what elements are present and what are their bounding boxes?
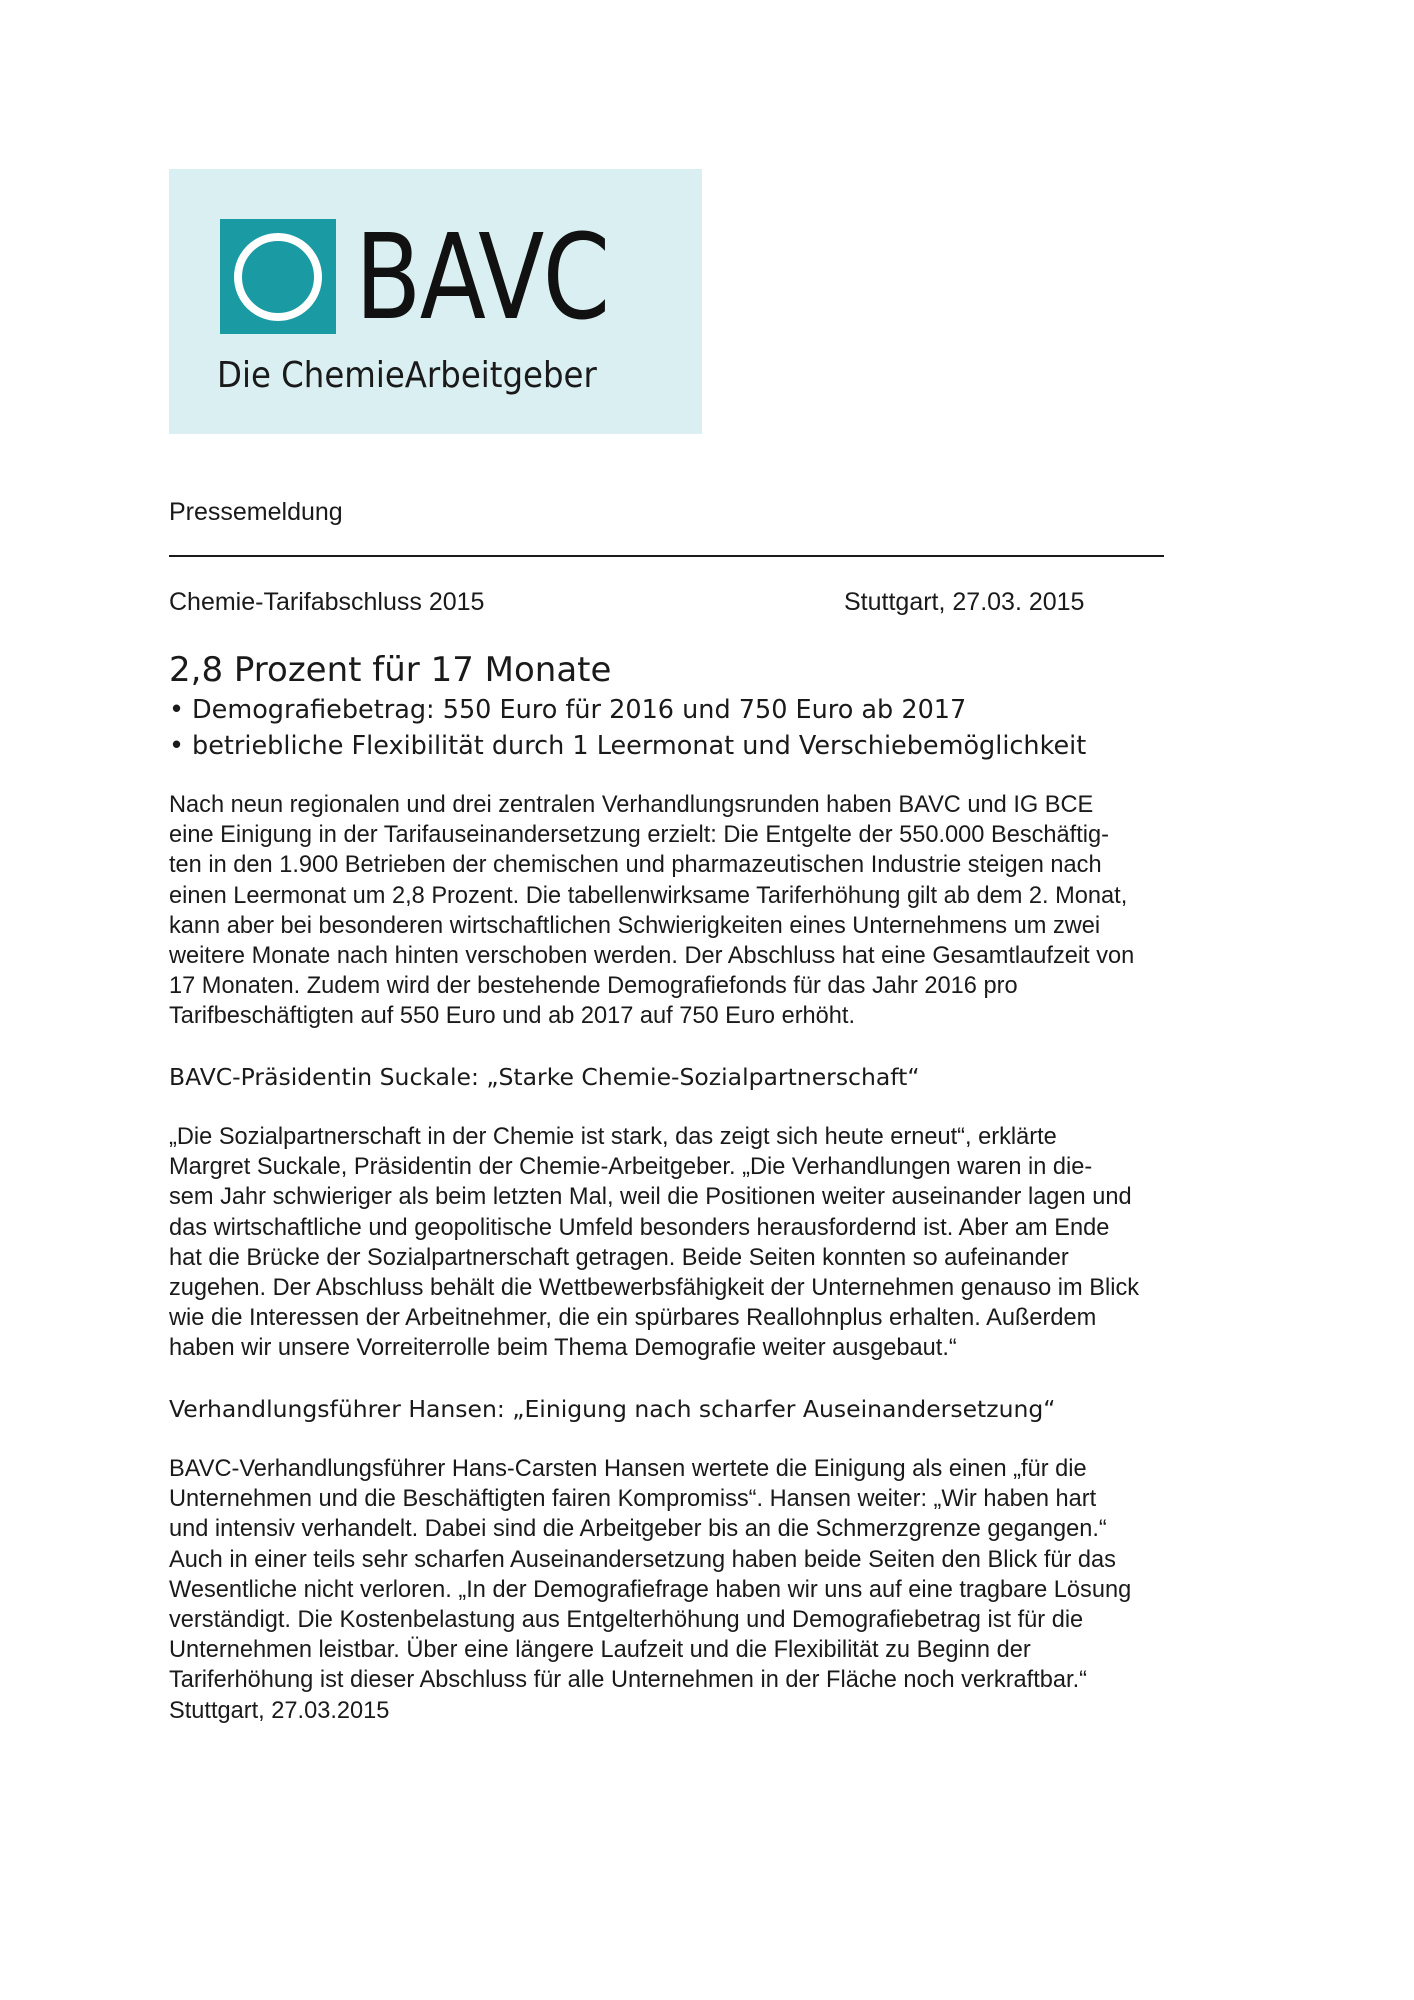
summary-bullets: [169, 692, 1086, 764]
circle-icon: [234, 233, 322, 321]
subheading-suckale: BAVC-Präsidentin Suckale: „Starke Chemie-Sozialpartnerschaft“: [169, 1063, 920, 1091]
text-line: 17 Monaten. Zudem wird der bestehende Demografiefonds für das Jahr 2016 pro: [169, 973, 1018, 1000]
subheading-hansen: Verhandlungsführer Hansen: „Einigung nach scharfer Auseinandersetzung“: [169, 1395, 1056, 1423]
headline: 2,8 Prozent für 17 Monate: [169, 650, 612, 690]
document-type: Pressemeldung: [169, 498, 343, 526]
text-line: BAVC-Verhandlungsführer Hans-Carsten Hansen wertete die Einigung als einen „für die: [169, 1456, 1087, 1482]
text-line: sem Jahr schwieriger als beim letzten Mal, weil die Positionen weiter auseinander lagen und: [169, 1184, 1132, 1211]
text-line: zugehen. Der Abschluss behält die Wettbewerbsfähigkeit der Unternehmen genauso im Blick: [169, 1275, 1140, 1302]
logo-tagline: Die ChemieArbeitgeber: [217, 355, 597, 396]
text-line: das wirtschaftliche und geopolitische Umfeld besonders herausfordernd ist. Aber am Ende: [169, 1214, 1110, 1241]
bullet-item: • Demografiebetrag: 550 Euro für 2016 und 750 Euro ab 2017: [169, 692, 1086, 728]
closing-dateline: Stuttgart, 27.03.2015: [169, 1697, 390, 1724]
text-line: Unternehmen und die Beschäftigten fairen Kompromiss“. Hansen weiter: „Wir haben hart: [169, 1486, 1097, 1513]
text-line: hat die Brücke der Sozialpartnerschaft getragen. Beide Seiten konnten so aufeinander: [169, 1244, 1069, 1271]
text-line: Margret Suckale, Präsidentin der Chemie-Arbeitgeber. „Die Verhandlungen waren in die-: [169, 1154, 1093, 1181]
document-subject: Chemie-Tarifabschluss 2015: [169, 588, 485, 616]
paragraph-intro: [169, 790, 1249, 1032]
text-line: einen Leermonat um 2,8 Prozent. Die tabellenwirksame Tariferhöhung gilt ab dem 2. Monat,: [169, 882, 1128, 909]
text-line: und intensiv verhandelt. Dabei sind die Arbeitgeber bis an die Schmerzgrenze gegangen.“: [169, 1516, 1107, 1543]
text-line: Nach neun regionalen und drei zentralen Verhandlungsrunden haben BAVC und IG BCE: [169, 792, 1094, 818]
paragraph-suckale: [169, 1122, 1249, 1364]
text-line: ten in den 1.900 Betrieben der chemischen und pharmazeutischen Industrie steigen nach: [169, 852, 1102, 879]
text-line: „Die Sozialpartnerschaft in der Chemie ist stark, das zeigt sich heute erneut“, erklärte: [169, 1124, 1057, 1150]
bavc-logo: [169, 169, 702, 434]
text-line: wie die Interessen der Arbeitnehmer, die ein spürbares Reallohnplus erhalten. Außerdem: [169, 1305, 1097, 1332]
text-line: Wesentliche nicht verloren. „In der Demografiefrage haben wir uns auf eine tragbare Lösung: [169, 1576, 1132, 1603]
text-line: Unternehmen leistbar. Über eine längere Laufzeit und die Flexibilität zu Beginn der: [169, 1637, 1031, 1664]
text-line: weitere Monate nach hinten verschoben werden. Der Abschluss hat eine Gesamtlaufzeit von: [169, 943, 1135, 970]
bavc-logo-mark: [220, 219, 336, 334]
text-line: Auch in einer teils sehr scharfen Auseinandersetzung haben beide Seiten den Blick für das: [169, 1546, 1116, 1573]
text-line: haben wir unsere Vorreiterrolle beim Thema Demografie weiter ausgebaut.“: [169, 1335, 957, 1362]
bullet-item: • betriebliche Flexibilität durch 1 Leermonat und Verschiebemöglichkeit: [169, 728, 1086, 764]
text-line: Tariferhöhung ist dieser Abschluss für alle Unternehmen in der Fläche noch verkraftbar.“: [169, 1667, 1088, 1694]
document-dateline: Stuttgart, 27.03. 2015: [844, 588, 1085, 616]
text-line: Tarifbeschäftigten auf 550 Euro und ab 2017 auf 750 Euro erhöht.: [169, 1003, 856, 1030]
logo-brand: BAVC: [355, 208, 609, 346]
text-line: eine Einigung in der Tarifauseinandersetzung erzielt: Die Entgelte der 550.000 Beschäftig-: [169, 822, 1109, 849]
header-divider: [169, 555, 1164, 557]
text-line: kann aber bei besonderen wirtschaftlichen Schwierigkeiten eines Unternehmens um zwei: [169, 912, 1101, 939]
paragraph-hansen: [169, 1454, 1249, 1726]
text-line: verständigt. Die Kostenbelastung aus Entgelterhöhung und Demografiebetrag ist für die: [169, 1607, 1084, 1634]
